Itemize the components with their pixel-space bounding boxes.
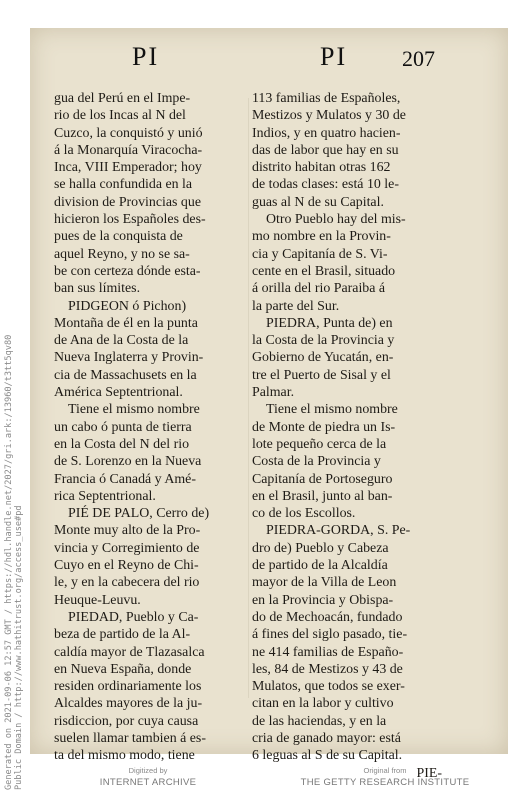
text-line: rica Septentrional. (54, 488, 156, 504)
text-line: be con certeza dónde esta- (54, 263, 201, 279)
watermark-line-1: Generated on 2021-09-06 12:57 GMT / https://hdl.handle.net/2027/gri.ark:/13960/t3tt5qv80 (4, 334, 14, 790)
text-line: PIEDAD, Pueblo y Ca- (68, 609, 199, 625)
running-header (30, 42, 508, 78)
text-line: le, y en la cabecera del rio (54, 575, 200, 591)
text-line: América Septentrional. (54, 385, 183, 401)
text-line: vincia y Corregimiento de (54, 540, 200, 556)
text-line: mayor de la Villa de Leon (252, 575, 397, 591)
text-line: Mulatos, que todos se exer- (252, 679, 405, 695)
text-line: Monte muy alto de la Pro- (54, 523, 201, 539)
text-line: gua del Perú en el Impe- (54, 91, 191, 106)
digitized-by-label: Digitized by (128, 766, 168, 775)
text-line: guas al N de su Capital. (252, 194, 384, 210)
text-line: Cuyo en el Reyno de Chi- (54, 558, 199, 574)
right-running-head: PI (320, 42, 348, 71)
text-line: pues de la conquista de (54, 229, 183, 245)
left-running-head: PI (132, 42, 160, 71)
left-text-column (54, 90, 242, 765)
text-line: en la Provincia y Obispa- (252, 592, 394, 608)
text-line: cria de ganado mayor: está (252, 730, 401, 746)
original-from (300, 766, 470, 789)
hathitrust-watermark (4, 334, 24, 790)
text-line: Alcaldes mayores de la ju- (54, 696, 203, 712)
text-line: cia y Capitanía de S. Vi- (252, 246, 388, 262)
text-line: citan en la labor y cultivo (252, 696, 394, 712)
text-line: PIEDRA, Punta de) en (266, 315, 393, 331)
text-line: Montaña de él en la punta (54, 315, 198, 331)
text-line: de las haciendas, y en la (252, 713, 387, 729)
text-line: la parte del Sur. (252, 298, 340, 314)
digitization-footer (0, 764, 510, 800)
text-line: PIE- (416, 765, 442, 781)
text-line: Palmar. (252, 385, 295, 401)
text-line: PIEDRA-GORDA, S. Pe- (266, 523, 411, 539)
text-line: Otro Pueblo hay del mis- (266, 212, 406, 228)
text-line: PIÉ DE PALO, Cerro de) (68, 506, 210, 522)
digitized-by (88, 766, 208, 789)
page-number: 207 (402, 46, 435, 71)
text-line: Gobierno de Yucatán, en- (252, 350, 394, 366)
text-line: Nueva Inglaterra y Provin- (54, 350, 204, 366)
text-line: la Costa de la Provincia y (252, 333, 395, 349)
text-line: caldía mayor de Tlazasalca (54, 644, 205, 660)
text-line: ne 414 familias de Españo- (252, 644, 404, 660)
text-line: distrito habitan otras 162 (252, 160, 391, 176)
text-line: un cabo ó punta de tierra (54, 419, 192, 435)
text-line: á la Monarquía Viracocha- (54, 142, 203, 158)
text-line: en la Costa del N del rio (54, 436, 190, 452)
text-line: á fines del siglo pasado, tie- (252, 627, 408, 643)
text-line: lote pequeño cerca de la (252, 436, 387, 452)
text-line: Capitanía de Portoseguro (252, 471, 393, 487)
text-line: de S. Lorenzo en la Nueva (54, 454, 202, 470)
watermark-text (4, 335, 24, 790)
column-divider (248, 98, 249, 698)
text-line: division de Provincias que (54, 194, 201, 210)
text-line: 6 leguas al S de su Capital. (252, 748, 403, 764)
watermark-line-2: Public Domain / http://www.hathitrust.org/access_use#pd (14, 505, 24, 790)
text-line: tre el Puerto de Sisal y el (252, 367, 391, 383)
text-line: ban sus límites. (54, 281, 141, 297)
text-line: do de Mechoacán, fundado (252, 609, 403, 625)
text-line: ta del mismo modo, tiene (54, 748, 195, 764)
text-line: hicieron los Españoles des- (54, 212, 206, 228)
text-line: Mestizos y Mulatos y 30 de (252, 108, 406, 124)
text-line: aquel Reyno, y no se sa- (54, 246, 190, 262)
text-line: se halla confundida en la (54, 177, 193, 193)
text-line: de todas clases: está 10 le- (252, 177, 399, 193)
text-line: Costa de la Provincia y (252, 454, 381, 470)
right-text-column (252, 90, 446, 782)
text-line: á orilla del rio Paraiba á (252, 281, 386, 297)
text-line: Inca, VIII Emperador; hoy (54, 160, 202, 176)
text-line: 113 familias de Españoles, (252, 91, 401, 106)
text-line: co de los Escollos. (252, 506, 356, 522)
text-line: Indios, y en quatro hacien- (252, 125, 401, 141)
text-line: les, 84 de Mestizos y 43 de (252, 661, 403, 677)
text-line: en el Brasil, junto al ban- (252, 488, 393, 504)
getty-label: THE GETTY RESEARCH INSTITUTE (300, 777, 470, 788)
internet-archive-label: INTERNET ARCHIVE (99, 777, 197, 788)
text-line: rio de los Incas al N del (54, 108, 186, 124)
text-line: de partido de la Alcaldía (252, 558, 388, 574)
text-line: Tiene el mismo nombre (68, 402, 200, 418)
text-line: Francia ó Canadá y Amé- (54, 471, 196, 487)
text-line: Heuque-Leuvu. (54, 592, 141, 608)
text-line: residen ordinariamente los (54, 679, 202, 695)
text-line: Cuzco, la conquistó y unió (54, 125, 203, 141)
text-line: en Nueva España, donde (54, 661, 192, 677)
text-line: das de labor que hay en su (252, 142, 399, 158)
text-line: cia de Massachusets en la (54, 367, 197, 383)
text-line: de Monte de piedra un Is- (252, 419, 396, 435)
text-line: risdiccion, por cuya causa (54, 713, 199, 729)
text-line: suelen llamar tambien á es- (54, 730, 206, 746)
text-line: mo nombre en la Provin- (252, 229, 391, 245)
text-line: dro de) Pueblo y Cabeza (252, 540, 389, 556)
text-line: de Ana de la Costa de la (54, 333, 189, 349)
text-line: Tiene el mismo nombre (266, 402, 398, 418)
text-line: beza de partido de la Al- (54, 627, 191, 643)
original-from-label: Original from (363, 766, 407, 775)
text-line: cente en el Brasil, situado (252, 263, 396, 279)
text-line: PIDGEON ó Pichon) (68, 298, 187, 314)
